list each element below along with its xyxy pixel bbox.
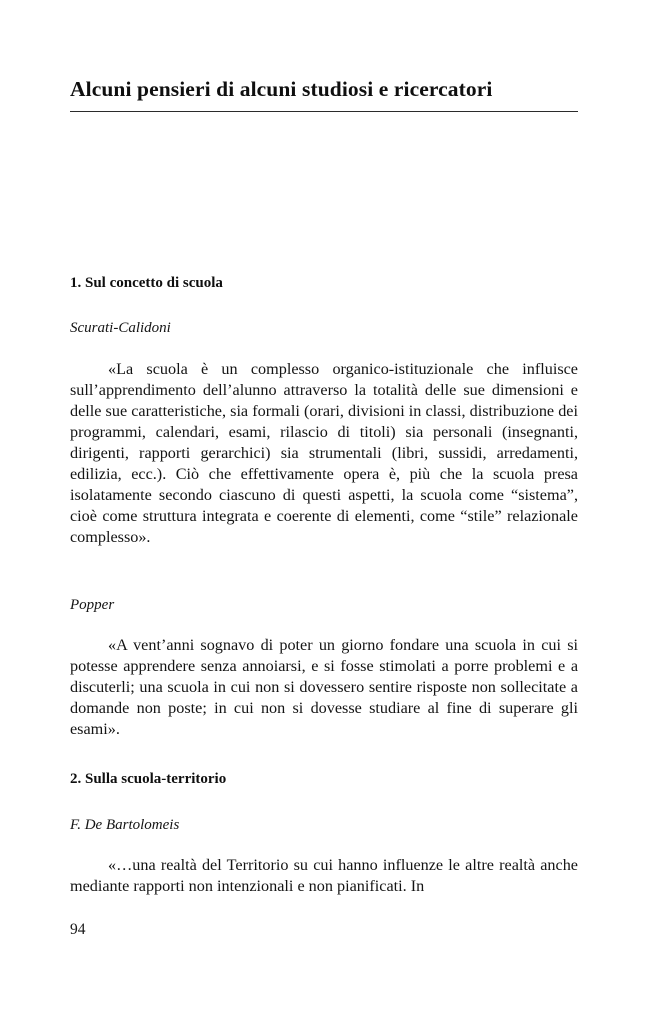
page-title: Alcuni pensieri di alcuni studiosi e ricercatori <box>70 77 493 101</box>
title-section-spacer <box>70 112 578 274</box>
page-content <box>70 0 578 897</box>
attribution-de-bartolomeis: F. De Bartolomeis <box>70 816 180 833</box>
quote-paragraph-3: «…una realtà del Territorio su cui hanno influenze le altre realtà anche mediante rapporti non intenzionali e non pianificati. In <box>70 856 578 896</box>
attribution-popper: Popper <box>70 596 115 613</box>
section-heading-2: 2. Sulla scuola-territorio <box>70 771 227 788</box>
section-spacer-2 <box>70 740 578 770</box>
section-heading-1: 1. Sul concetto di scuola <box>70 274 223 291</box>
attribution-scurati-calidoni: Scurati-Calidoni <box>70 320 171 337</box>
quote-spacer-1 <box>70 548 578 570</box>
quote-paragraph-1: «La scuola è un complesso organico-istituzionale che influisce sull’apprendimento dell’alunno attraverso la totalità delle sue dimensioni e delle sue caratteristiche, sia formali (orari, divisioni in classi, distribuzione dei programmi, calendari, esami, rilascio di titoli) sia personali (insegnanti, dirigenti, rapporti gerarchici) sia strumentali (libri, sussidi, arredamenti, edilizia, ecc.). Ciò che effettivamente opera è, più che la scuola presa isolatamente secondo ciascuno di questi aspetti, la scuola come “sistema”, cioè come struttura integrata e coerente di elementi, come “stile” relazionale complesso». <box>70 359 578 546</box>
page-number: 94 <box>70 921 86 938</box>
quote-paragraph-2: «A vent’anni sognavo di poter un giorno fondare una scuola in cui si potesse apprendere senza annoiarsi, e si fosse stimolati a porre problemi e a discuterli; una scuola in cui non si dovessero sentire risposte non sollecitate a domande non poste; in cui non si dovesse studiare al fine di superare gli esami». <box>70 636 578 739</box>
